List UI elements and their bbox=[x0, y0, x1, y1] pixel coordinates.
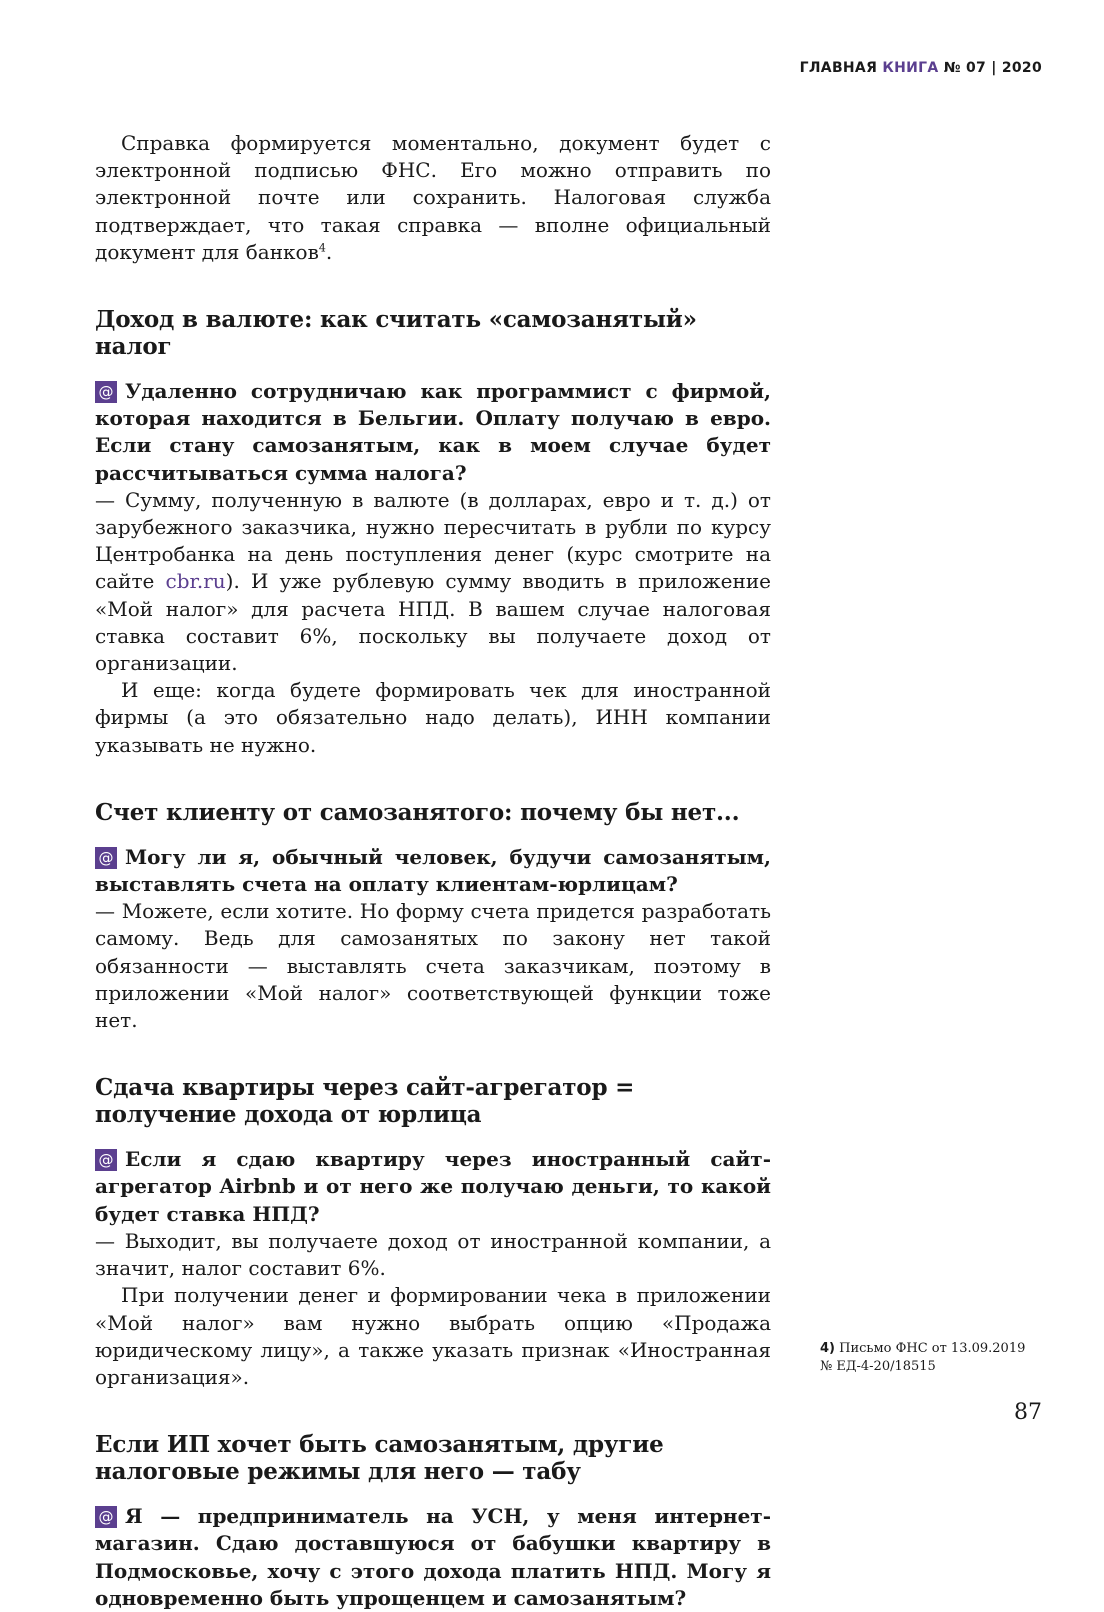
email-question-icon: @ bbox=[95, 847, 117, 869]
section-heading-invoice: Счет клиенту от самозанятого: почему бы нет... bbox=[95, 798, 740, 826]
footnote bbox=[820, 1340, 1050, 1376]
footnote-number: 4) bbox=[820, 1341, 835, 1356]
email-question-icon: @ bbox=[95, 381, 117, 403]
brand-kniga: КНИГА bbox=[882, 60, 939, 76]
section-heading-aggregator: Сдача квартиры через сайт-агрегатор = получение дохода от юрлица bbox=[95, 1074, 635, 1129]
intro-paragraph: Справка формируется моментально, документ будет с электронной подписью ФНС. Его можно отправить по электронной почте или сохранить. Налоговая служба подтверждает, что такая справка — вполне официальный документ для банков$^4$. bbox=[95, 131, 771, 264]
answer-currency-extra: И еще: когда будете формировать чек для иностранной фирмы (а это обязательно надо делать), ИНН компании указывать не нужно. bbox=[95, 678, 771, 757]
footnote-ref[interactable]: 4 bbox=[318, 241, 326, 255]
answer-invoice: — Можете, если хотите. Но форму счета придется разработать самому. Ведь для самозанятых по закону нет такой обязанности — выставлять счета заказчикам, поэтому в приложении «Мой налог» соответствующей функции тоже нет. bbox=[95, 899, 771, 1033]
footnote-text: Письмо ФНС от 13.09.2019 bbox=[839, 1341, 1026, 1356]
question-ip: @ Я — предприниматель на УСН, у меня интернет-магазин. Сдаю доставшуюся от бабушки квартиру в Подмосковье, хочу с этого дохода платить НПД. Могу я одновременно быть упрощенцем и самозанятым? bbox=[95, 1504, 771, 1610]
footnote-ref-number: № ЕД-4-20/18515 bbox=[820, 1359, 936, 1374]
page-header bbox=[800, 60, 1042, 76]
email-question-icon: @ bbox=[95, 1149, 117, 1171]
answer-currency: — Сумму, полученную в валюте (в долларах, евро и т. д.) от зарубежного заказчика, нужно пересчитать в рубли по курсу Центробанка на день поступления денег (курс смотрите на сайте cbr.ru). И уже рублевую сумму вводить в приложение «Мой налог» для расчета НПД. В вашем случае налоговая ставка составит 6%, поскольку вы получаете доход от организации. bbox=[95, 487, 772, 676]
page-number: 87 bbox=[1014, 1400, 1042, 1425]
section-heading-currency: Доход в валюте: как считать «самозанятый» налог bbox=[95, 306, 697, 361]
answer-aggregator: — Выходит, вы получаете доход от иностранной компании, а значит, налог составит 6%. bbox=[95, 1228, 771, 1281]
article-body bbox=[95, 130, 771, 1612]
question-aggregator: @ Если я сдаю квартиру через иностранный сайт-агрегатор Airbnb и от него же получаю деньги, то какой будет ставка НПД? bbox=[95, 1147, 771, 1226]
answer-aggregator-extra: При получении денег и формировании чека в приложении «Мой налог» вам нужно выбрать опцию «Продажа юридическому лицу», а также указать признак «Иностранная организация». bbox=[95, 1283, 771, 1389]
issue-number: № 07 | 2020 bbox=[943, 60, 1042, 76]
section-heading-ip: Если ИП хочет быть самозанятым, другие налоговые режимы для него — табу bbox=[95, 1431, 664, 1486]
question-currency: @ Удаленно сотрудничаю как программист с фирмой, которая находится в Бельгии. Оплату получаю в евро. Если стану самозанятым, как в моем случае будет рассчитываться сумма налога? bbox=[95, 379, 771, 485]
brand-glavnaya: ГЛАВНАЯ bbox=[799, 60, 878, 76]
email-question-icon: @ bbox=[95, 1506, 117, 1528]
question-invoice: @ Могу ли я, обычный человек, будучи самозанятым, выставлять счета на оплату клиентам-юрлицам? bbox=[95, 844, 771, 897]
cbr-link[interactable]: cbr.ru bbox=[165, 569, 226, 594]
